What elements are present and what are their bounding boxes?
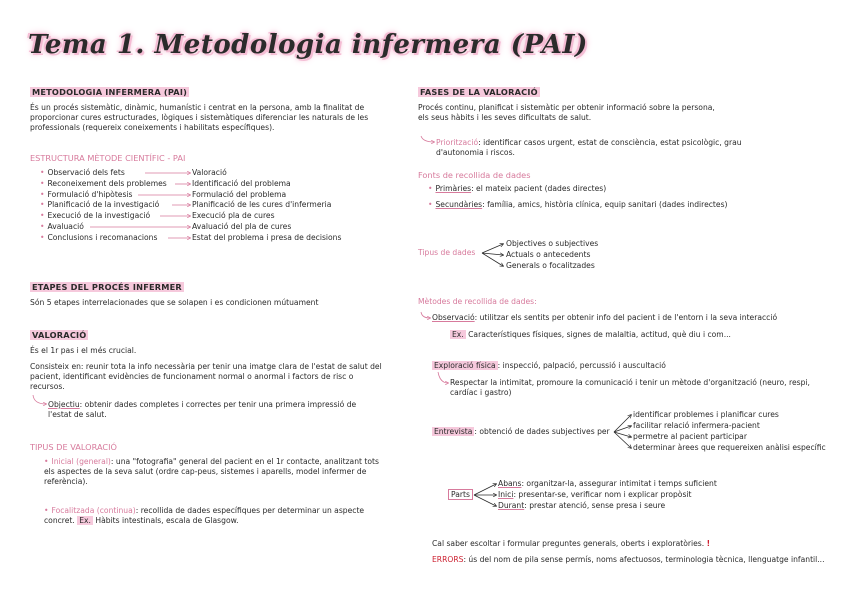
- heading-etapes: ETAPES DEL PROCÉS INFERMER: [32, 282, 182, 292]
- heading-valoracio: VALORACIÓ: [32, 330, 87, 340]
- heading-tipus: TIPUS DE VALORACIÓ: [30, 442, 118, 452]
- estructura-row: • Avaluació Avaluació del pla de cures: [40, 222, 380, 233]
- parts-item: Durant: prestar atenció, sense presa i seure: [498, 501, 666, 510]
- entrevista-item: identificar problemes i planificar cures: [633, 410, 779, 419]
- text-fases-1: Procés continu, planificat i sistemàtic per obtenir informació sobre la persona,: [418, 103, 715, 112]
- tipus-dades-item: Generals o focalitzades: [506, 261, 595, 270]
- heading-metodologia: METODOLOGIA INFERMERA (PAI): [32, 87, 188, 97]
- page-title: Tema 1. Metodologia infermera (PAI): [28, 30, 588, 60]
- estructura-row: • Planificació de la investigació Planificació de les cures d'infermeria: [40, 200, 380, 211]
- text-observacio-ex: Ex. Característiques físiques, signes de malaltia, actitud, què diu i com...: [452, 330, 731, 339]
- estructura-row: • Observació dels fets Valoració: [40, 168, 380, 179]
- text-secundaries: • Secundàries: família, amics, història clínica, equip sanitari (dades indirectes): [428, 200, 728, 210]
- parts-item: Inici: presentar-se, verificar nom i explicar propòsit: [498, 490, 692, 499]
- heading-estructura: ESTRUCTURA MÈTODE CIENTÍFIC - PAI: [30, 153, 186, 163]
- estructura-row: • Conclusions i recomanacions Estat del problema i presa de decisions: [40, 233, 380, 244]
- text-errors: ERRORS: ús del nom de pila sense permís, noms afectuosos, terminologia tècnica, llenguatge infantil...: [432, 555, 825, 564]
- text-fases-2: els seus hàbits i les seves dificultats de salut.: [418, 113, 592, 122]
- heading-fases: FASES DE LA VALORACIÓ: [420, 87, 538, 97]
- text-etapes: Són 5 etapes interrelacionades que se solapen i es condicionen mútuament: [30, 298, 319, 307]
- entrevista-item: permetre al pacient participar: [633, 432, 747, 441]
- text-focalitzada: • Focalitzada (continua): recollida de dades específiques per determinar un aspecte concret. Ex. Hàbits intestinals, escala de Glasgow.: [44, 506, 379, 526]
- text-valoracio-1: És el 1r pas i el més crucial.: [30, 346, 137, 355]
- parts-label: Parts: [448, 490, 473, 500]
- text-cal: Cal saber escoltar i formular preguntes generals, oberts i exploratòries. !: [432, 539, 711, 548]
- text-objectiu: Objectiu: obtenir dades completes i correctes per tenir una primera impressió de l'estat de salut.: [48, 400, 357, 419]
- heading-fonts: Fonts de recollida de dades: [418, 170, 531, 180]
- heading-metodes: Mètodes de recollida de dades:: [418, 297, 537, 306]
- text-metodologia: És un procés sistemàtic, dinàmic, humanístic i centrat en la persona, amb la finalitat de proporcionar cures estructurades, lògiques i sistemàtiques diferenciar les naturals de les professionals (requereix coneixements i habilitats específiques).: [30, 103, 369, 132]
- estructura-row: • Reconeixement dels problemes Identificació del problema: [40, 179, 380, 190]
- text-exploracio: Exploració física : inspecció, palpació, percussió i auscultació: [434, 361, 666, 370]
- text-prioritzacio: Priorització: identificar casos urgent, estat de consciència, estat psicològic, grau d'autonomia i riscos.: [436, 138, 742, 157]
- estructura-row: • Formulació d'hipòtesis Formulació del problema: [40, 190, 380, 201]
- estructura-row: • Execució de la investigació Execució pla de cures: [40, 211, 380, 222]
- text-entrevista: Entrevista : obtenció de dades subjectives per: [434, 427, 610, 436]
- tipus-dades-label: Tipus de dades: [418, 248, 476, 257]
- text-valoracio-2: Consisteix en: reunir tota la info necessària per tenir una imatge clara de l'estat de salut del pacient, identificant evidències de funcionament normal o anormal i factors de risc o recursos.: [30, 362, 382, 391]
- text-inicial: • Inicial (general): una "fotografia" general del pacient en el 1r contacte, analitzant tots els aspectes de la seva salut (ordre cap-peus, sistemes i aparells, model infermer de referència).: [44, 457, 379, 487]
- text-primaries: • Primàries: el mateix pacient (dades directes): [428, 184, 606, 194]
- parts-item: Abans: organitzar-la, assegurar intimitat i temps suficient: [498, 479, 717, 488]
- entrevista-item: facilitar relació infermera-pacient: [633, 421, 760, 430]
- text-observacio: Observació: utilitzar els sentits per obtenir info del pacient i de l'entorn i la seva interacció: [432, 313, 778, 322]
- tipus-dades-item: Objectives o subjectives: [506, 239, 599, 248]
- entrevista-item: determinar àrees que requereixen anàlisi específic: [633, 443, 826, 452]
- text-exploracio-sub: Respectar la intimitat, promoure la comunicació i tenir un mètode d'organització (neuro, respi, cardíac i gastro): [450, 378, 810, 397]
- tipus-dades-item: Actuals o antecedents: [506, 250, 591, 259]
